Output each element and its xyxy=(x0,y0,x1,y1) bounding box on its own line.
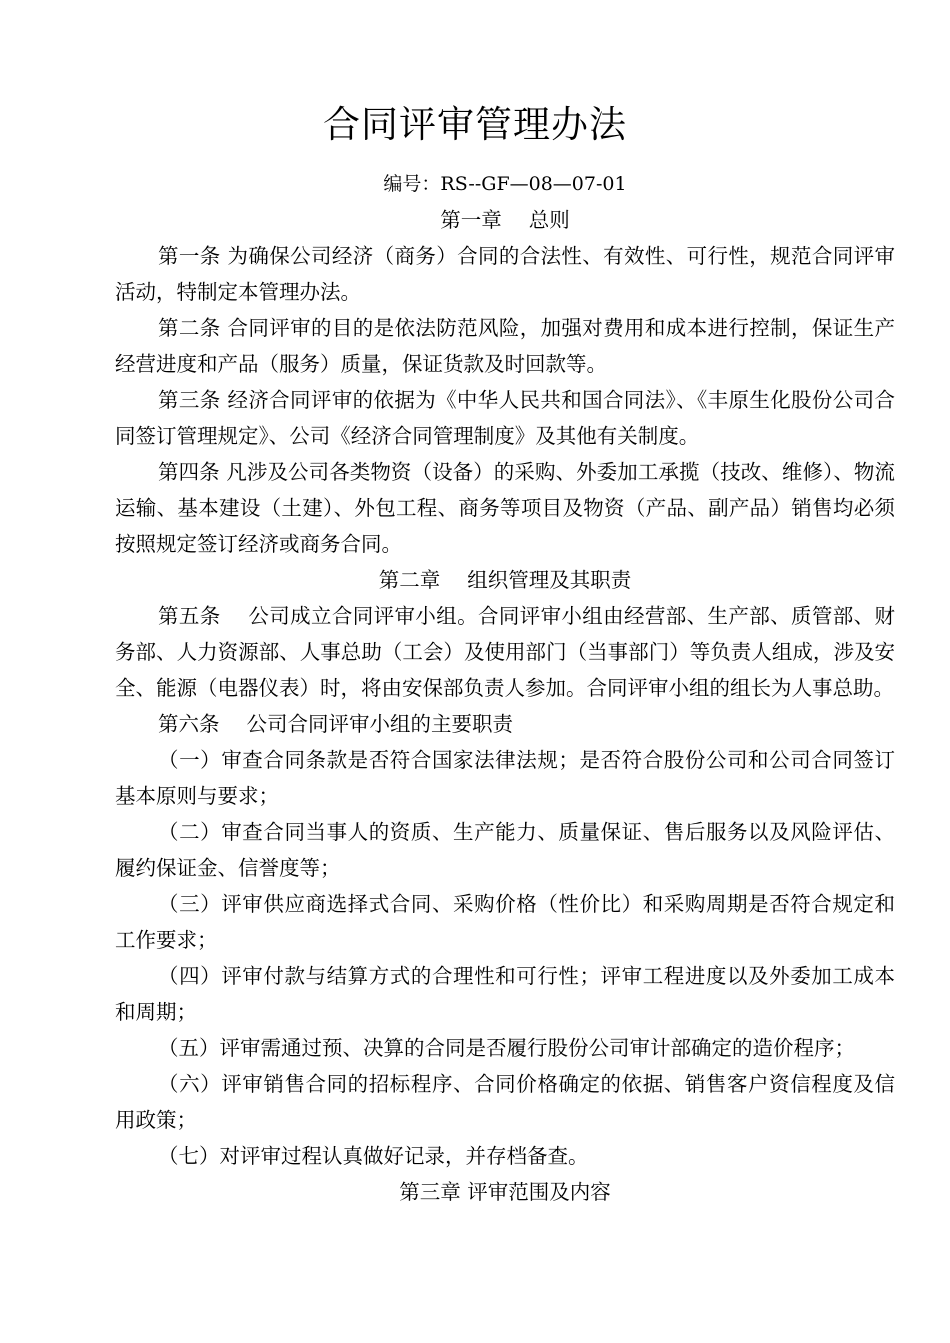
duty-item-6: （六）评审销售合同的招标程序、合同价格确定的依据、销售客户资信程度及信用政策； xyxy=(115,1072,895,1132)
chapter-1-heading: 第一章 总则 xyxy=(440,208,570,232)
duty-item-7: （七）对评审过程认真做好记录，并存档备查。 xyxy=(158,1144,589,1168)
duty-item-4: （四）评审付款与结算方式的合理性和可行性；评审工程进度以及外委加工成本和周期； xyxy=(115,964,895,1024)
article-3: 第三条 经济合同评审的依据为《中华人民共和国合同法》、《丰原生化股份公司合同签订管理规定》、公司《经济合同管理制度》及其他有关制度。 xyxy=(115,388,895,448)
article-2: 第二条 合同评审的目的是依法防范风险，加强对费用和成本进行控制，保证生产经营进度和产品（服务）质量，保证货款及时回款等。 xyxy=(115,316,895,376)
chapter-3-heading: 第三章 评审范围及内容 xyxy=(399,1180,611,1204)
article-4: 第四条 凡涉及公司各类物资（设备）的采购、外委加工承揽（技改、维修）、物流运输、基本建设（土建）、外包工程、商务等项目及物资（产品、副产品）销售均必须按照规定签订经济或商务合同。 xyxy=(115,460,895,556)
article-6: 第六条 公司合同评审小组的主要职责 xyxy=(158,712,514,736)
document-title: 合同评审管理办法 xyxy=(323,103,627,146)
duty-item-3: （三）评审供应商选择式合同、采购价格（性价比）和采购周期是否符合规定和工作要求； xyxy=(115,892,895,952)
duty-item-2: （二）审查合同当事人的资质、生产能力、质量保证、售后服务以及风险评估、履约保证金、信誉度等； xyxy=(115,820,895,880)
article-1: 第一条 为确保公司经济（商务）合同的合法性、有效性、可行性，规范合同评审活动，特制定本管理办法。 xyxy=(115,244,895,304)
document-number: 编号：RS--GF—08—07-01 xyxy=(383,173,627,195)
duty-item-1: （一）审查合同条款是否符合国家法律法规；是否符合股份公司和公司合同签订基本原则与要求； xyxy=(115,748,895,808)
article-5: 第五条 公司成立合同评审小组。合同评审小组由经营部、生产部、质管部、财务部、人力资源部、人事总助（工会）及使用部门（当事部门）等负责人组成，涉及安全、能源（电器仪表）时，将由安保部负责人参加。合同评审小组的组长为人事总助。 xyxy=(115,604,895,700)
duty-item-5: （五）评审需通过预、决算的合同是否履行股份公司审计部确定的造价程序； xyxy=(158,1036,855,1060)
chapter-2-heading: 第二章 组织管理及其职责 xyxy=(378,568,632,592)
document-body xyxy=(115,166,895,1210)
